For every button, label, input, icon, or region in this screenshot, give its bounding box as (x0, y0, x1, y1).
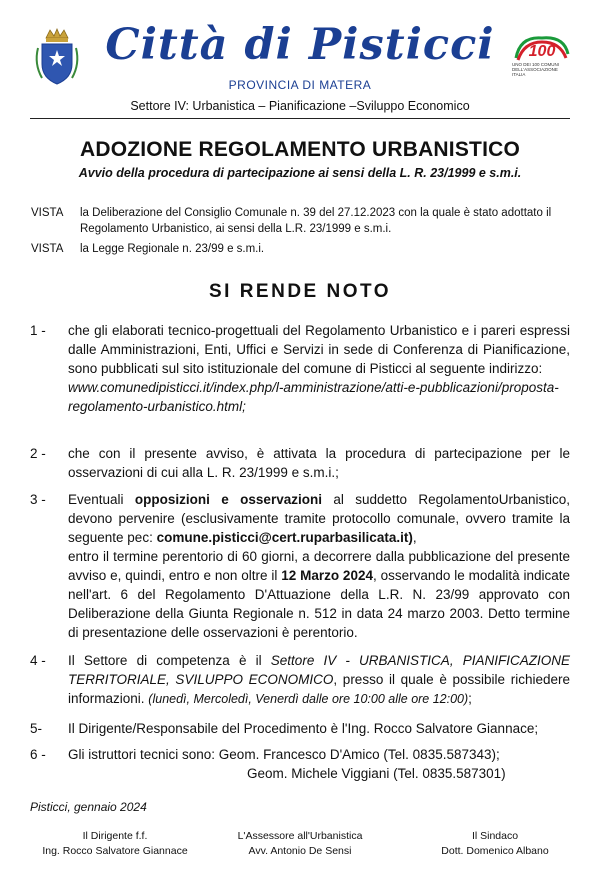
pec-address-link[interactable]: comune.pisticci@cert.ruparbasilicata.it) (156, 530, 413, 545)
list-item-6 (30, 745, 570, 783)
item-text: Gli istruttori tecnici sono: Geom. Francesco D'Amico (Tel. 0835.587343); (68, 747, 500, 762)
item-number: 1 - (30, 323, 46, 338)
signature-block-2 (210, 829, 390, 859)
item-text: ; (468, 691, 472, 706)
regulation-url-link[interactable]: www.comunedipisticci.it/index.php/l-amministrazione/atti-e-pubblicazioni/proposta-regolamento-urbanistico.html; (68, 380, 559, 414)
list-item-3 (30, 490, 570, 642)
vista-key: VISTA (31, 207, 64, 219)
signature-name: Avv. Antonio De Sensi (248, 845, 352, 857)
signature-role: L'Assessore all'Urbanistica (237, 830, 363, 842)
place-date: Pisticci, gennaio 2024 (30, 800, 147, 814)
item-text: , osservando le modalità indicate nell'art. 6 del Regolamento D'Attuazione della L.R. N. 23/99 approvato con Deliberazione della Giunta Regionale n. 512 in data 24 marzo 2003. Detto termine di presentazione delle osservazioni è perentorio. (68, 568, 570, 640)
office-hours: (lunedì, Mercoledì, Venerdì dalle ore 10:00 alle ore 12:00) (148, 692, 469, 706)
document-title: ADOZIONE REGOLAMENTO URBANISTICO (79, 138, 521, 161)
item-text: Geom. Michele Viggiani (Tel. 0835.587301) (247, 766, 506, 781)
signature-block-3 (405, 829, 585, 859)
province-label: PROVINCIA DI MATERA (228, 78, 372, 92)
item-text: entro il termine perentorio di 60 giorni, a decorrere dalla pubblicazione del presente avviso e, quindi, entro e non oltre il (68, 549, 570, 583)
signature-role: Il Dirigente f.f. (82, 830, 148, 842)
announcement-heading: SI RENDE NOTO (208, 281, 392, 302)
signature-name: Ing. Rocco Salvatore Giannace (42, 845, 188, 857)
signature-role: Il Sindaco (471, 830, 519, 842)
item-text: che gli elaborati tecnico-progettuali del Regolamento Urbanistico e i pareri espressi dalle Amministrazioni, Enti, Uffici e Servizi in sede di Conferenza di Pianificazione, sono pubblicati sul sito istituzionale del comune di Pisticci al seguente indirizzo: (68, 323, 570, 376)
list-item-4 (30, 651, 570, 709)
list-item-2 (30, 444, 570, 482)
list-item-1 (30, 321, 570, 416)
vista-text: la Legge Regionale n. 23/99 e s.m.i. (80, 243, 265, 255)
item-text: Il Dirigente/Responsabile del Procedimento è l'Ing. Rocco Salvatore Giannace; (68, 721, 539, 736)
item-text: , (412, 530, 417, 545)
item-number: 6 - (30, 747, 46, 762)
item-number: 4 - (30, 653, 46, 668)
item-text: Eventuali (68, 492, 135, 507)
item-number: 2 - (30, 446, 46, 461)
signature-block-1 (25, 829, 205, 859)
item-number: 5- (30, 721, 43, 736)
document-subtitle: Avvio della procedura di partecipazione ai sensi della L. R. 23/1999 e s.m.i. (78, 166, 522, 180)
item-text: , presso il quale è possibile richiedere informazioni. (68, 672, 570, 706)
list-item-5 (30, 719, 570, 738)
item-text: al suddetto RegolamentoUrbanistico, devono pervenire (esclusivamente tramite protocollo comunale, ovvero tramite la seguente pec: (68, 492, 570, 545)
vista-text: la Deliberazione del Consiglio Comunale n. 39 del 27.12.2023 con la quale è stato adottato il Regolamento Urbanistico, ai sensi della L.R. 23/1999 e s.m.i. (80, 207, 552, 235)
vista-key: VISTA (31, 243, 64, 255)
sector-name: Settore IV - URBANISTICA, PIANIFICAZIONE TERRITORIALE, SVILUPPO ECONOMICO (68, 653, 570, 687)
signature-name: Dott. Domenico Albano (441, 845, 549, 857)
vista-clause-2 (31, 241, 571, 257)
item-text: che con il presente avviso, è attivata la procedura di partecipazione per le osservazioni di cui alla L. R. 23/1999 e s.m.i.; (68, 446, 570, 480)
item-text: Il Settore di competenza è il (68, 653, 271, 668)
coat-of-arms-icon (32, 28, 82, 88)
city-name: Città di Pisticci (105, 20, 495, 70)
sector-label: Settore IV: Urbanistica – Pianificazione –Sviluppo Economico (130, 99, 470, 113)
oppositions-label: opposizioni e osservazioni (134, 492, 322, 507)
logo-number: 100 (528, 43, 556, 60)
sector-header (30, 96, 570, 119)
vista-clause-1 (31, 205, 571, 237)
deadline-date: 12 Marzo 2024 (281, 568, 373, 583)
logo-caption: UNO DEI 100 COMUNI DELL'ASSOCIAZIONE ITALIA (512, 62, 560, 77)
item-number: 3 - (30, 492, 46, 507)
